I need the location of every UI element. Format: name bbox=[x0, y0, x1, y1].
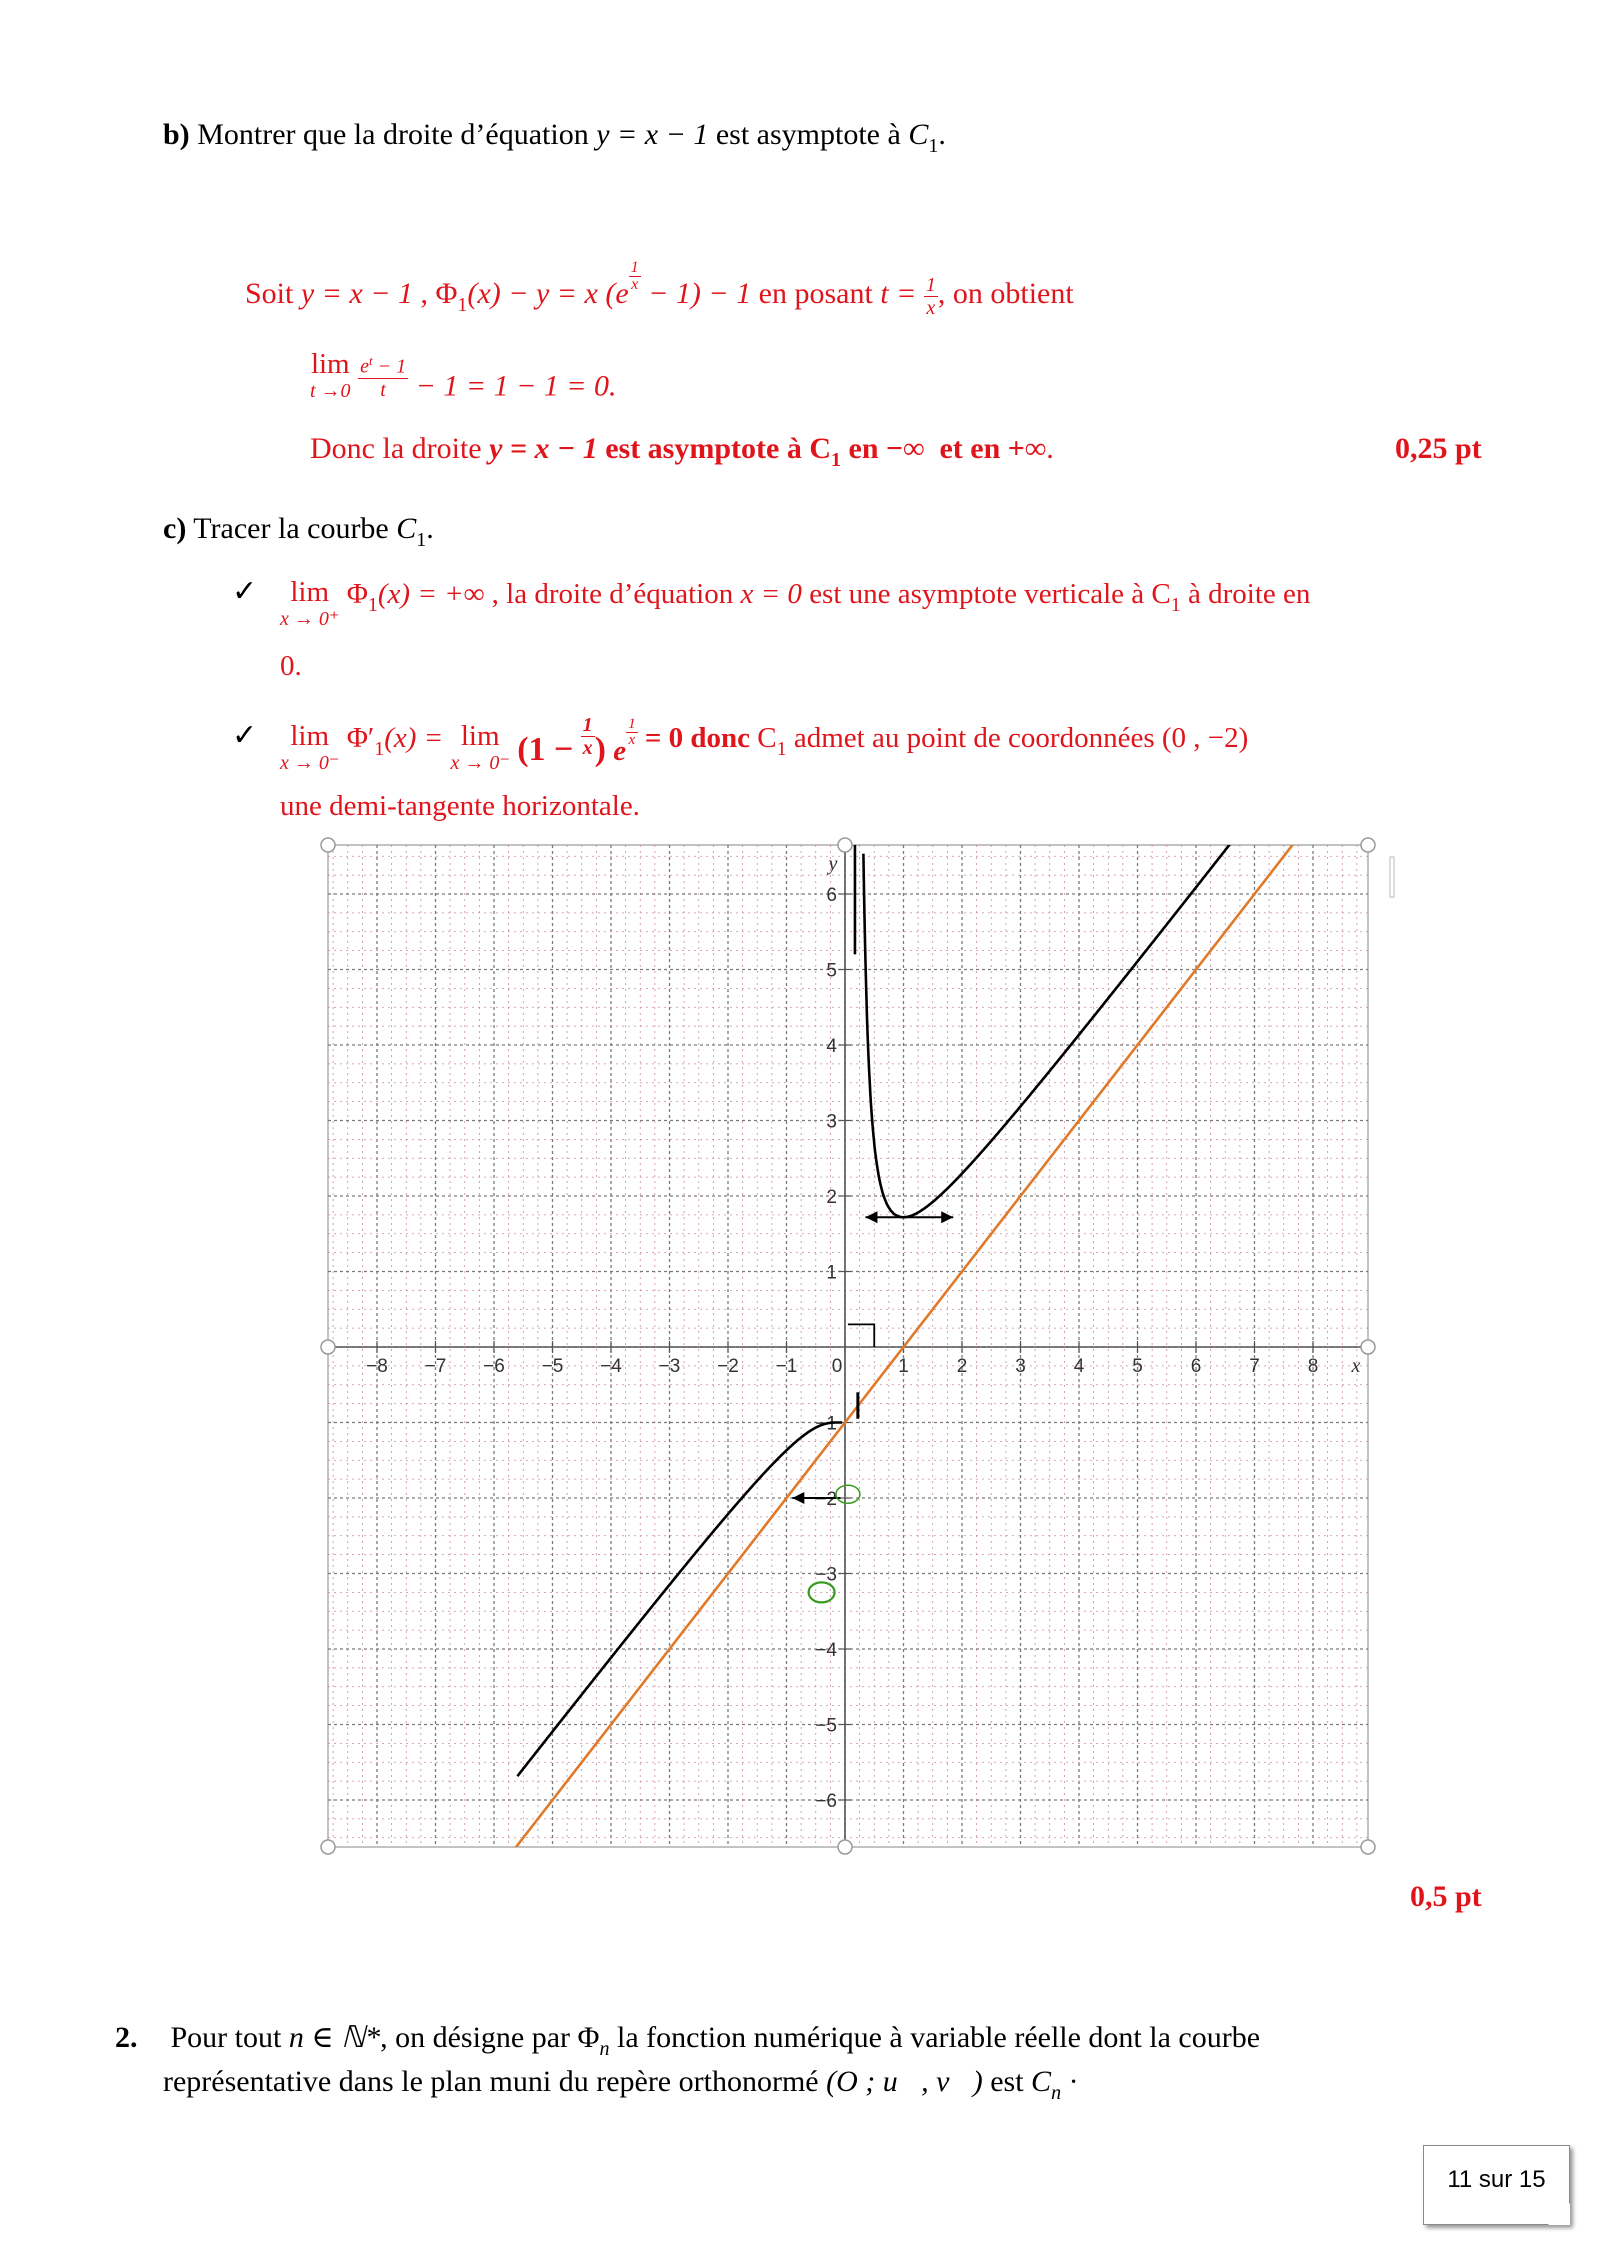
limit-e: e bbox=[360, 355, 369, 378]
part-2-curve-sub: n bbox=[1051, 2082, 1062, 2104]
part-2-text-post: la fonction numérique à variable réelle dont la courbe bbox=[616, 2021, 1261, 2054]
bullet1-phi: Φ bbox=[346, 578, 368, 610]
limit-e-exp: t bbox=[368, 353, 373, 368]
phi-difference: (x) − y = x bbox=[467, 277, 598, 310]
check-icon-1: ✓ bbox=[232, 574, 258, 609]
graph-annotations bbox=[792, 1211, 953, 1602]
x-tick-label: −5 bbox=[541, 1356, 564, 1377]
limit-frac-den: t bbox=[380, 378, 386, 401]
part-c-label: c) bbox=[163, 512, 187, 545]
part-2-line2 bbox=[163, 2065, 1079, 2105]
y-tick-label: 2 bbox=[826, 1187, 837, 1208]
soit-equation: y = x − 1 bbox=[300, 277, 413, 310]
x-tick-label: 1 bbox=[898, 1356, 909, 1377]
bullet2-exp-num: 1 bbox=[628, 716, 636, 732]
part-c-text: Tracer la courbe bbox=[193, 512, 389, 545]
bullet2-lim-word: lim bbox=[290, 720, 330, 752]
page-number: 11 sur 15 bbox=[1447, 2166, 1546, 2193]
part-b-end: . bbox=[938, 118, 946, 151]
bullet2-exp-den: x bbox=[628, 732, 636, 748]
part-b-curve: C bbox=[908, 118, 929, 151]
y-tick-label: 3 bbox=[826, 1111, 837, 1133]
bullet1-text2: est une asymptote verticale à C bbox=[809, 578, 1171, 610]
y-tick-label: −4 bbox=[815, 1640, 837, 1661]
limit-result: − 1 = 1 − 1 = 0. bbox=[415, 369, 617, 403]
x-tick-label: 8 bbox=[1307, 1356, 1319, 1377]
bullet2-paren: (1 − bbox=[517, 731, 574, 768]
x-tick-label: −1 bbox=[775, 1356, 798, 1377]
bullet1-lim-word: lim bbox=[290, 576, 330, 608]
x-tick-label: 7 bbox=[1249, 1356, 1260, 1377]
bullet2-text2: admet au point de coordonnées (0 , −2) bbox=[793, 722, 1249, 754]
bullet2-frac-num: 1 bbox=[582, 714, 593, 736]
page-number-box bbox=[1423, 2145, 1570, 2225]
page-fold bbox=[1548, 2203, 1570, 2225]
check-icon-2: ✓ bbox=[232, 718, 258, 753]
y-axis-label: y bbox=[828, 853, 838, 875]
donc-end: . bbox=[1046, 432, 1054, 465]
exp-frac-den: x bbox=[631, 276, 639, 293]
part-b-label: b) bbox=[163, 118, 190, 151]
t-equals: t = bbox=[880, 277, 917, 310]
resize-handle bbox=[1361, 838, 1375, 852]
graph-axes bbox=[328, 845, 1368, 1847]
y-tick-label: 1 bbox=[826, 1262, 837, 1284]
layout-options-handle bbox=[1390, 857, 1394, 897]
bullet2-eq-zero: = 0 donc bbox=[644, 722, 750, 754]
part-c-curve: C bbox=[396, 512, 417, 545]
bullet2-phi-sub: 1 bbox=[374, 738, 385, 760]
resize-handle bbox=[321, 838, 335, 852]
x-tick-label: 0 bbox=[831, 1356, 843, 1377]
t-frac-den: x bbox=[926, 296, 936, 319]
en-posant: en posant bbox=[758, 277, 873, 310]
bullet1-text3: à droite en bbox=[1188, 578, 1311, 610]
resize-handle bbox=[321, 1340, 335, 1354]
x-tick-label: 5 bbox=[1132, 1356, 1143, 1377]
part-c-curve-sub: 1 bbox=[416, 529, 427, 551]
limit-word: lim bbox=[310, 348, 350, 380]
x-tick-label: −3 bbox=[658, 1356, 681, 1377]
resize-handle bbox=[1361, 1840, 1375, 1854]
phi-sub: 1 bbox=[457, 294, 468, 316]
limit-under: t →0 bbox=[310, 380, 351, 402]
y-tick-label: −3 bbox=[815, 1564, 837, 1586]
part-b-curve-sub: 1 bbox=[928, 135, 939, 157]
x-axis-label: x bbox=[1351, 1355, 1361, 1377]
y-tick-label: −5 bbox=[815, 1715, 837, 1737]
curve-right-branch bbox=[863, 827, 1243, 1218]
bullet1-line2: 0. bbox=[280, 650, 302, 682]
separator: , bbox=[420, 277, 428, 310]
bullet2-paren-close: ) bbox=[594, 731, 606, 768]
resize-handle bbox=[838, 1840, 852, 1854]
part-2-line1 bbox=[115, 2020, 1260, 2061]
bullet1-sub: 1 bbox=[1170, 594, 1181, 616]
part-2-curve: C bbox=[1031, 2065, 1052, 2098]
donc-en: en −∞ bbox=[848, 432, 925, 465]
limit-num-rest: − 1 bbox=[372, 355, 407, 378]
bullet1-lim-under: x → 0⁺ bbox=[280, 608, 340, 630]
graph-handles bbox=[321, 838, 1394, 1854]
x-tick-label: −8 bbox=[366, 1356, 388, 1377]
donc-asymptote: est asymptote à C bbox=[605, 432, 831, 465]
y-tick-label: −6 bbox=[815, 1791, 837, 1812]
arrowhead-left bbox=[865, 1211, 877, 1223]
x-tick-label: −7 bbox=[424, 1356, 447, 1377]
soit-text: Soit bbox=[245, 277, 294, 310]
on-obtient: , on obtient bbox=[937, 277, 1074, 310]
donc-text: Donc la droite bbox=[310, 432, 482, 465]
part-2-n-in: n ∈ ℕ* bbox=[288, 2021, 381, 2054]
part-b-text: Montrer que la droite d’équation bbox=[197, 118, 589, 151]
part-c-end: . bbox=[426, 512, 434, 545]
x-tick-label: 2 bbox=[956, 1356, 968, 1377]
bullet2-lim2-under: x → 0⁻ bbox=[450, 752, 510, 774]
bullet1-phi-sub: 1 bbox=[367, 594, 378, 616]
exp-open: (e bbox=[605, 277, 629, 310]
donc-equation: y = x − 1 bbox=[489, 432, 598, 465]
curve-left-branch bbox=[517, 1423, 842, 1777]
part-2-text-pre: Pour tout bbox=[170, 2021, 282, 2054]
bullet1-text: , la droite d’équation bbox=[491, 578, 734, 610]
part-2-phi-sub: n bbox=[599, 2038, 610, 2060]
bullet2-text: C bbox=[757, 722, 777, 754]
t-frac-num: 1 bbox=[925, 273, 936, 296]
arrowhead-half-tangent bbox=[792, 1492, 804, 1504]
part-2-text-mid: , on désigne par bbox=[380, 2021, 571, 2054]
part-b-equation: y = x − 1 bbox=[596, 118, 709, 151]
bullet2-expr: (x) = bbox=[384, 722, 444, 754]
bullet2-text-sub: 1 bbox=[776, 738, 787, 760]
bullet1-eq: x = 0 bbox=[740, 578, 802, 610]
y-tick-label: 6 bbox=[826, 885, 837, 906]
part-2-number: 2. bbox=[115, 2021, 138, 2054]
bullet2-line2: une demi-tangente horizontale. bbox=[280, 790, 640, 822]
x-tick-label: −4 bbox=[600, 1356, 622, 1377]
part-2-end: · bbox=[1068, 2065, 1079, 2098]
exp-frac-num: 1 bbox=[630, 259, 639, 276]
part-b-text-post: est asymptote à bbox=[715, 118, 901, 151]
resize-handle bbox=[838, 838, 852, 852]
x-tick-label: −6 bbox=[483, 1356, 505, 1377]
part-2-phi: Φ bbox=[577, 2021, 600, 2054]
part-2-repere: (O ; u⃗, v⃗) bbox=[826, 2065, 983, 2098]
y-tick-label: 5 bbox=[826, 960, 837, 982]
donc-et-en: et en +∞ bbox=[939, 432, 1047, 465]
bullet2-phi: Φ′ bbox=[346, 722, 375, 754]
part-2-text2-pre: représentative dans le plan muni du repère orthonormé bbox=[163, 2065, 819, 2098]
donc-sub: 1 bbox=[831, 449, 841, 471]
x-tick-label: 3 bbox=[1015, 1356, 1026, 1377]
graph-grid bbox=[328, 845, 1368, 1847]
bullet2-frac-den: x bbox=[582, 737, 593, 759]
y-tick-label: −1 bbox=[815, 1413, 837, 1435]
open-point-marker bbox=[836, 1485, 860, 1503]
bullet2-lim-under: x → 0⁻ bbox=[280, 752, 340, 774]
graph-frame bbox=[328, 845, 1368, 1847]
bullet2-e: e bbox=[613, 735, 627, 767]
points-c: 0,5 pt bbox=[1410, 1880, 1482, 1913]
points-b: 0,25 pt bbox=[1395, 432, 1482, 465]
arrowhead-right bbox=[941, 1211, 953, 1223]
bullet1-expr: (x) = +∞ bbox=[377, 578, 485, 610]
bullet2-lim2-word: lim bbox=[460, 720, 500, 752]
x-tick-label: 4 bbox=[1073, 1356, 1085, 1377]
exp-close: − 1) − 1 bbox=[648, 277, 752, 310]
resize-handle bbox=[1361, 1340, 1375, 1354]
x-tick-label: −2 bbox=[717, 1356, 739, 1377]
x-tick-label: 6 bbox=[1190, 1356, 1202, 1377]
resize-handle bbox=[321, 1840, 335, 1854]
part-2-text2-mid: est bbox=[990, 2065, 1024, 2098]
y-tick-label: −2 bbox=[815, 1489, 837, 1510]
phi-symbol: Φ bbox=[435, 277, 458, 310]
y-tick-label: 4 bbox=[826, 1036, 837, 1057]
